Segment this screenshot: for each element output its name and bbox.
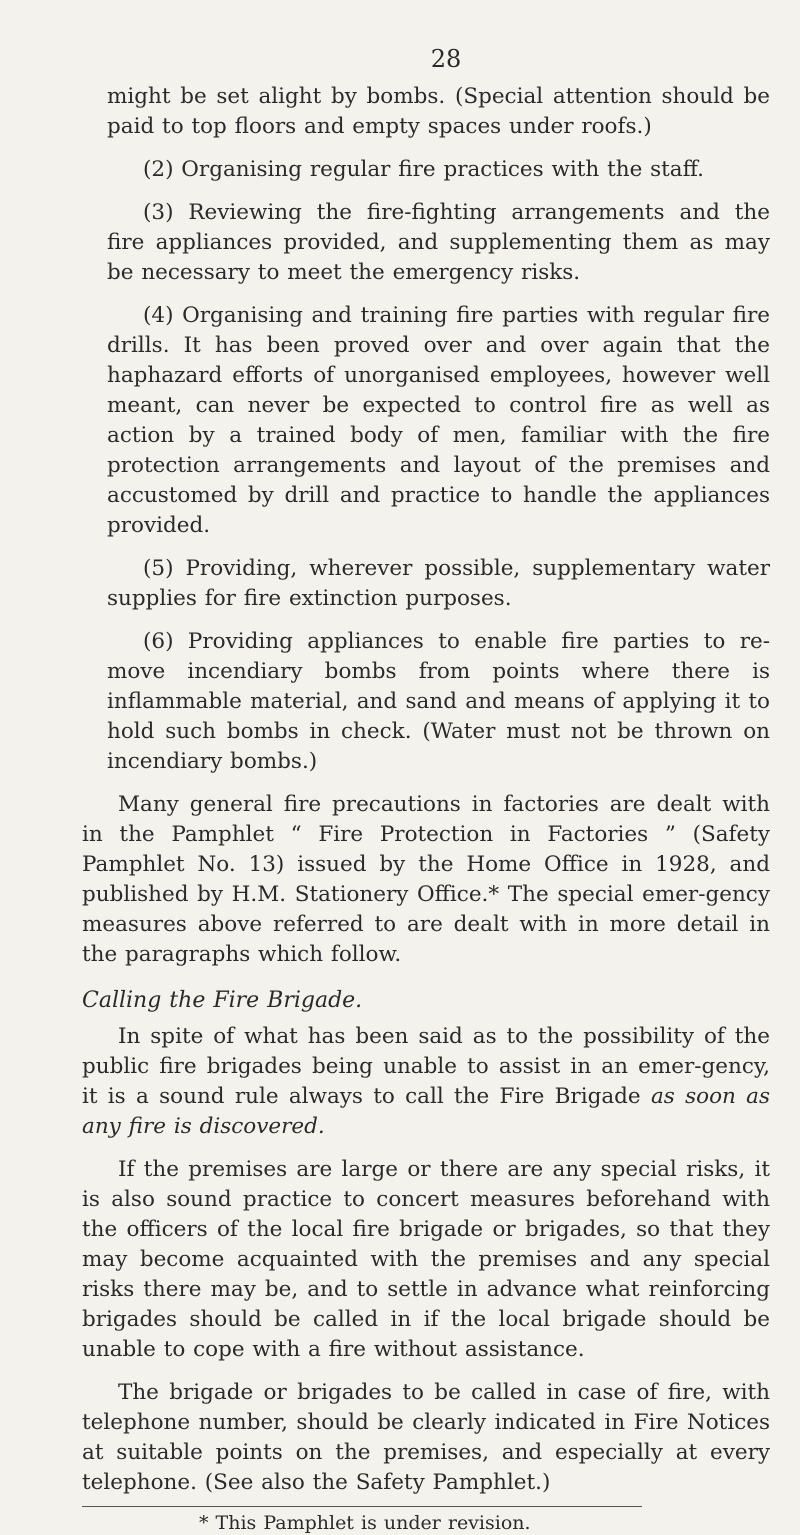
list-item-5: (5) Providing, wherever possible, supplementary water supplies for fire extinction purposes. bbox=[107, 556, 770, 611]
emphasis-text: as soon as any fire is discovered. bbox=[82, 1084, 771, 1139]
paragraph-calling-brigade-text: In spite of what has been said as to the possibility of the public fire brigades being unable to assist in an emer-gency, it is a sound rule always to call the Fire Brigade bbox=[82, 1024, 770, 1109]
paragraph-general-precautions: Many general fire precautions in factories are dealt with in the Pamphlet “ Fire Protection in Factories ” (Safety Pamphlet No. 13) issued by the Home Office in 1928, and published by H.M. Stationery Office.* The special emer-gency measures above referred to are dealt with in more detail in the paragraphs which follow. bbox=[82, 792, 770, 967]
paragraph-premises: If the premises are large or there are any special risks, it is also sound practice to concert measures beforehand with the officers of the local fire brigade or brigades, so that they may become acquainted with the premises and any special risks there may be, and to settle in advance what reinforcing brigades should be called in if the local brigade should be unable to cope with a fire without assistance. bbox=[82, 1157, 770, 1362]
list-item-6: (6) Providing appliances to enable fire parties to re-move incendiary bombs from points where there is inflammable material, and sand and means of applying it to hold such bombs in check. (Water must not be thrown on incendiary bombs.) bbox=[107, 629, 770, 774]
footnote: * This Pamphlet is under revision. bbox=[199, 1512, 531, 1534]
paragraph-calling-brigade bbox=[82, 1022, 770, 1142]
list-item-3: (3) Reviewing the fire-fighting arrangements and the fire appliances provided, and supplementing them as may be necessary to meet the emergency risks. bbox=[107, 200, 770, 285]
footnote-divider bbox=[82, 1506, 642, 1507]
list-item-4: (4) Organising and training fire parties with regular fire drills. It has been proved over and over again that the haphazard efforts of unorganised employees, however well meant, can never be expected to control fire as well as action by a trained body of men, familiar with the fire protection arrangements and layout of the premises and accustomed by drill and practice to handle the appliances provided. bbox=[107, 303, 770, 538]
paragraph-continuation: might be set alight by bombs. (Special attention should be paid to top floors and empty spaces under roofs.) bbox=[107, 84, 770, 139]
body-text bbox=[82, 82, 771, 1535]
list-item-2: (2) Organising regular fire practices with the staff. bbox=[143, 157, 704, 182]
section-heading: Calling the Fire Brigade. bbox=[82, 988, 363, 1013]
page-number: 28 bbox=[430, 45, 462, 73]
paragraph-telephone: The brigade or brigades to be called in case of fire, with telephone number, should be clearly indicated in Fire Notices at suitable points on the premises, and especially at every telephone. (See also the Safety Pamphlet.) bbox=[82, 1380, 770, 1495]
